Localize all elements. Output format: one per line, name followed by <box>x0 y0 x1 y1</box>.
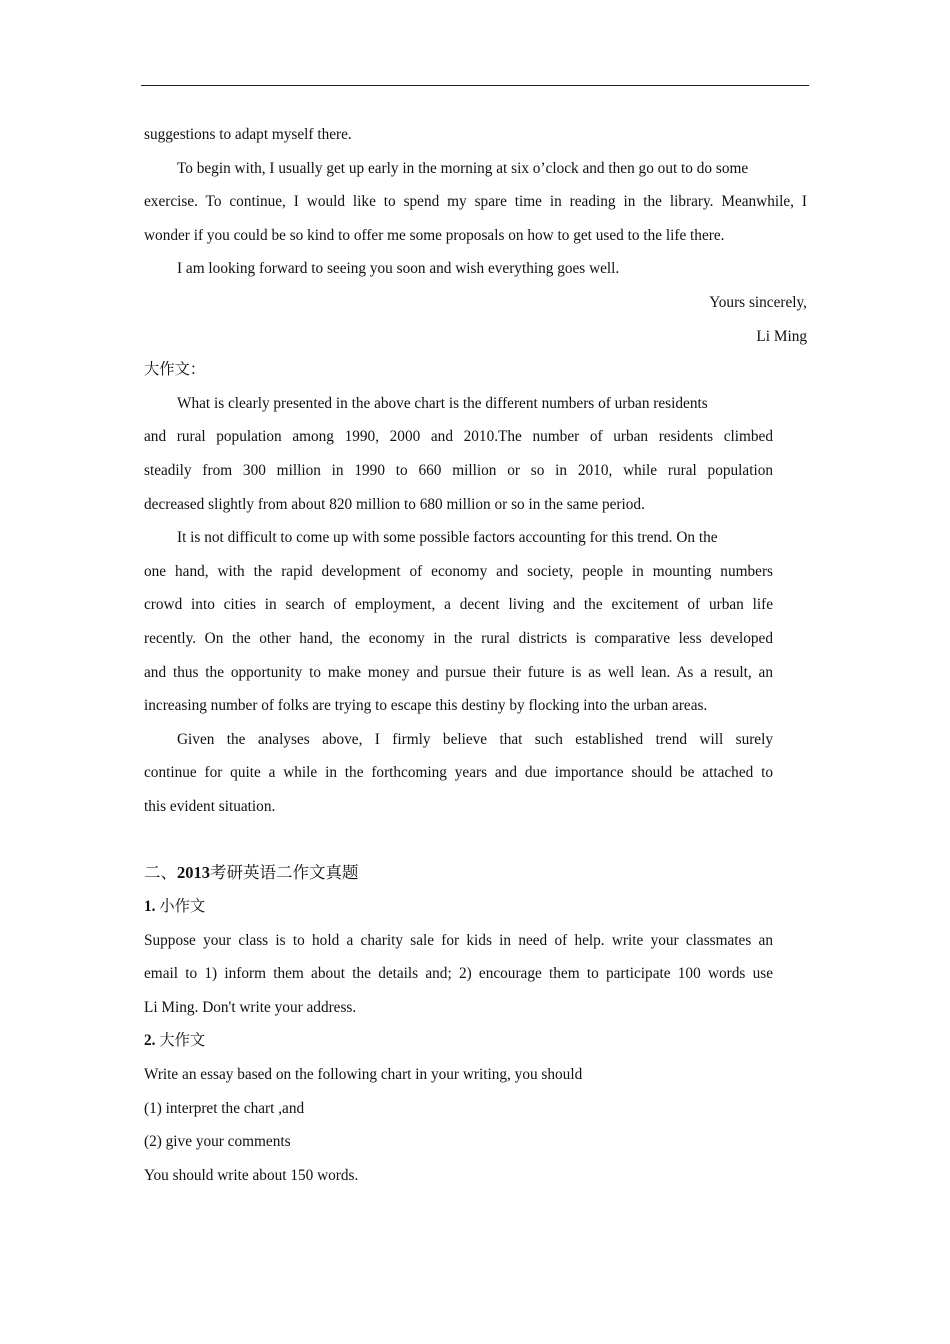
document-page <box>144 118 807 1192</box>
task-2-line: Write an essay based on the following chart in your writing, you should <box>144 1066 583 1084</box>
essay-line: Given the analyses above, I firmly believe that such established trend will surely <box>177 730 773 748</box>
letter-line: suggestions to adapt myself there. <box>144 126 352 143</box>
essay-line: and thus the opportunity to make money and pursue their future is as well lean. As a result, an <box>144 663 773 681</box>
task-2-line: (1) interpret the chart ,and <box>144 1099 305 1117</box>
letter-signature: Li Ming <box>756 327 807 345</box>
letter-closing: Yours sincerely, <box>709 293 807 311</box>
essay-line: continue for quite a while in the forthcoming years and due importance should be attached to <box>144 764 773 782</box>
essay <box>144 353 807 823</box>
task-1-line: Li Ming. Don't write your address. <box>144 998 357 1016</box>
task-1-line: Suppose your class is to hold a charity sale for kids in need of help. write your classmates an <box>144 931 773 949</box>
essay-line: increasing number of folks are trying to escape this destiny by flocking into the urban areas. <box>144 697 708 715</box>
task-1 <box>144 890 807 1024</box>
section-prefix: 二、 <box>144 863 177 883</box>
letter-body <box>144 118 807 353</box>
task-2-line: You should write about 150 words. <box>144 1166 359 1184</box>
task-2 <box>144 1024 807 1192</box>
essay-line: What is clearly presented in the above chart is the different numbers of urban residents <box>177 394 708 412</box>
essay-line: this evident situation. <box>144 797 276 815</box>
letter-line: I am looking forward to seeing you soon and wish everything goes well. <box>177 260 620 278</box>
task-1-heading <box>144 890 807 924</box>
essay-line: crowd into cities in search of employment, a decent living and the excitement of urban life <box>144 596 773 614</box>
task-2-heading <box>144 1024 807 1058</box>
task-2-line: (2) give your comments <box>144 1133 291 1151</box>
essay-line: and rural population among 1990, 2000 and 2010.The number of urban residents climbed <box>144 428 773 446</box>
essay-paragraph-2 <box>144 521 807 723</box>
letter-line: wonder if you could be so kind to offer me some proposals on how to get used to the life there. <box>144 226 725 244</box>
essay-paragraph-3 <box>144 723 807 824</box>
essay-label: 大作文： <box>144 360 206 379</box>
header-rule <box>141 85 809 86</box>
section-title: 考研英语二作文真题 <box>210 863 359 883</box>
task-1-number: 1. <box>144 898 156 916</box>
section-spacer <box>144 823 807 856</box>
task-1-label: 小作文 <box>159 897 206 916</box>
section-year: 2013 <box>177 863 210 883</box>
task-1-line: email to 1) inform them about the details and; 2) encourage them to participate 100 words use <box>144 965 773 983</box>
section-heading <box>144 856 807 890</box>
essay-line: steadily from 300 million in 1990 to 660 million or so in 2010, while rural population <box>144 461 773 479</box>
essay-line: decreased slightly from about 820 million to 680 million or so in the same period. <box>144 495 645 513</box>
essay-line: recently. On the other hand, the economy in the rural districts is comparative less developed <box>144 629 773 647</box>
essay-paragraph-1 <box>144 387 807 521</box>
essay-line: It is not difficult to come up with some possible factors accounting for this trend. On the <box>177 529 718 547</box>
letter-line: exercise. To continue, I would like to spend my spare time in reading in the library. Meanwhile, I <box>144 193 807 211</box>
letter-line: To begin with, I usually get up early in the morning at six o’clock and then go out to do some <box>177 159 749 177</box>
task-2-label: 大作文 <box>159 1031 206 1050</box>
task-2-number: 2. <box>144 1032 156 1050</box>
essay-line: one hand, with the rapid development of economy and society, people in mounting numbers <box>144 562 773 580</box>
